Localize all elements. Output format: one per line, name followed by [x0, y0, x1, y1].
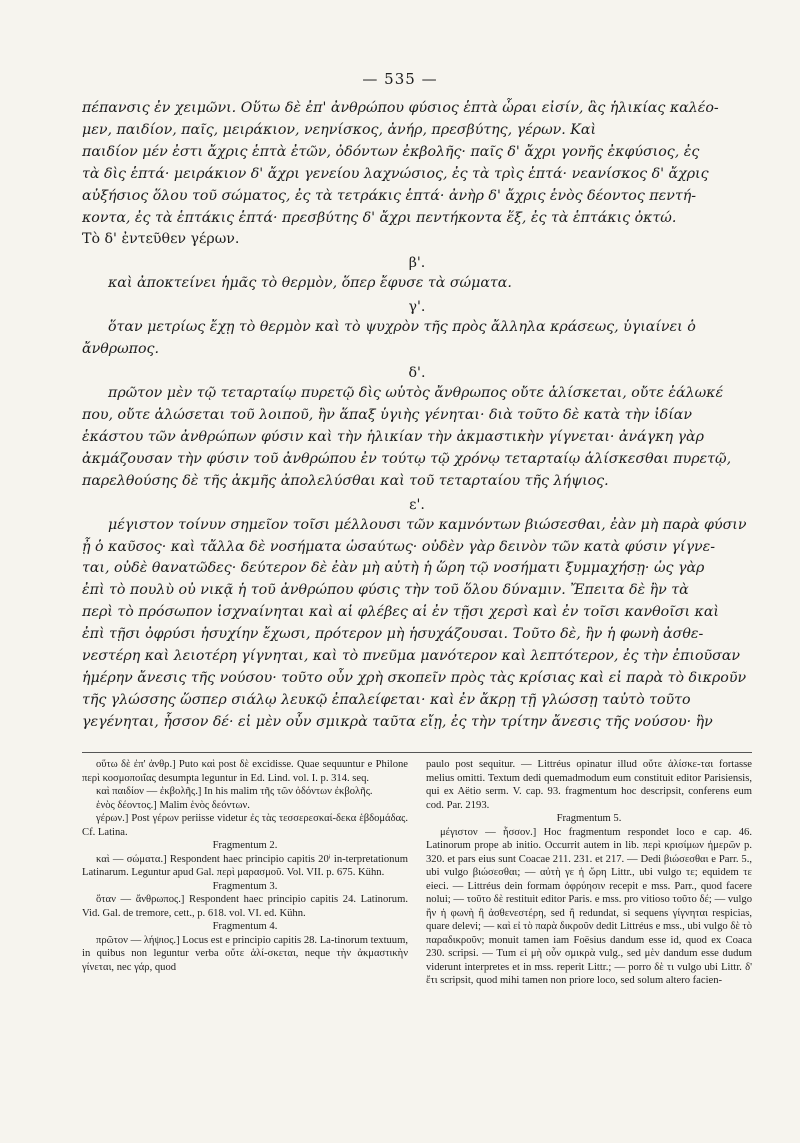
footnote-heading: Fragmentum 3.	[212, 880, 278, 892]
footnote: καὶ παιδίον — ἐκβολῆς.] In his malim τῆς τῶν ὀδόντων ἐκβολῆς.	[96, 786, 373, 797]
page-number: — 535 —	[362, 70, 438, 88]
section-number-2: β'.	[408, 255, 426, 272]
text-line: περὶ τὸ πρόσωπον ἰσχναίνηται καὶ αἱ φλέβες αἱ ἐν τῇσι χερσὶ καὶ ἐν τοῖσι κανθοῖσι καὶ	[82, 604, 719, 621]
text-line: μέγιστον τοίνυν σημεῖον τοῖσι μέλλουσι τῶν καμνόντων βιώσεσθαι, ἐὰν μὴ παρὰ φύσιν	[108, 516, 747, 533]
footnote: μέγιστον — ἧσσον.] Hoc fragmentum respondet loco e cap. 46. Latinorum prope ab initio. Occurrit autem in lib. περὶ κρισίμων ἡμερῶν p. 320. et pars eius sunt Coacae 211. 231. et 217. — Dedi βιώσεσθαι e Parr. 5., ubi vulgo βιώσεσθαι; — αὐτὴ γε ἡ ὥρη Littr., ubi vulgo τε; equidem τε eieci. — Littréus dein formam ὀφρύησιν recepit e mss. Parr., quod facere nolui; — τοῦτο δὲ restituit editor Paris. e mss. pro vitioso τοῦτο δέ; — vulgo ἢν ἡ φωνὴ ἢ ἀσθενεστέρη, sed ἢ redundat, si sequens γίγνηται respicias, quare delevi; — καὶ εἰ τὸ παρὰ δικροῦν dedit Littréus e mss., ubi vulgo δὲ τὸ παραδικροῦν; monuit tamen iam Foësius dandum esse id, quod ex Coaca 230. scripsi. — Tum εἰ μὴ οὖν σμικρὰ vulg., sed μὲν dandum esse dudum viderunt interpretes et in mss. reperit Littr.; — porro δὲ τι vulgo ubi Littr. δ' ἔτι scripsit, quod mihi tamen non priore loco, sed solum altero facien-	[426, 826, 752, 986]
fragment-4	[82, 383, 752, 493]
text-line: κοντα, ἐς τὰ ἑπτάκις ἑπτά· πρεσβύτης δ' ἄχρι πεντήκοντα ἕξ, ἐς τὰ ἑπτάκις ὀκτώ.	[82, 209, 677, 226]
footnote: ἑνὸς δέοντος.] Malim ἑνὸς δεόντων.	[96, 799, 250, 811]
fragment-5	[82, 515, 752, 734]
text-line: ἄνθρωπος.	[82, 341, 159, 358]
text-line: μεν, παιδίον, παῖς, μειράκιον, νεηνίσκος, ἀνήρ, πρεσβύτης, γέρων. Καὶ	[82, 121, 597, 138]
text-line: τὰ δὶς ἑπτά· μειράκιον δ' ἄχρι γενείου λαχνώσιος, ἐς τὰ τρὶς ἑπτά· νεανίσκος δ' ἄχρις	[82, 165, 709, 182]
text-line: νεστέρη καὶ λειοτέρη γίγνηται, καὶ τὸ πνεῦμα μανότερον καὶ λεπτότερον, ἐς τὴν ἐπιοῦσαν	[82, 648, 741, 665]
text-line: αὐξήσιος ὅλου τοῦ σώματος, ἐς τὰ τετράκις ἑπτά· ἀνὴρ δ' ἄχρις ἑνὸς δέοντος πεντή-	[82, 187, 697, 204]
footnote-heading: Fragmentum 2.	[212, 840, 278, 851]
section-number-3: γ'.	[408, 299, 426, 316]
main-text	[82, 98, 752, 734]
fragment-2-text: καὶ ἀποκτείνει ἡμᾶς τὸ θερμὸν, ὅπερ ἔφυσε τὰ σώματα.	[108, 275, 512, 292]
text-line: ἐπὶ τῇσι ὀφρύσι ἡσυχίην ἔχωσι, πρότερον μὴ ἡσυχάζουσαι. Τοῦτο δὲ, ἢν ἡ φωνὴ ἀσθε-	[82, 626, 704, 643]
footnote: καὶ — σώματα.] Respondent haec principio capitis 20ⁱ in-terpretationum Latinarum. Leguntur apud Gal. περὶ μαρασμοῦ. Vol. VII. p. 675. Kühn.	[82, 853, 408, 878]
text-line: που, οὔτε ἁλώσεται τοῦ λοιποῦ, ἢν ἅπαξ ὑγιὴς γένηται· διὰ τοῦτο δὲ κατὰ τὴν ἰδίαν	[82, 406, 692, 423]
footnotes-left-column	[82, 758, 408, 988]
footnote: οὕτω δὲ ἐπ' ἀνθρ.] Puto καὶ post δὲ excidisse. Quae sequuntur e Philone περὶ κοσμοποιΐας desumpta leguntur in Ed. Lind. vol. I. p. 314. seq.	[82, 759, 408, 784]
footnote-heading: Fragmentum 5.	[556, 813, 622, 824]
text-line: παιδίον μέν ἐστι ἄχρις ἑπτὰ ἐτῶν, ὀδόντων ἐκβολῆς· παῖς δ' ἄχρι γονῆς ἐκφύσιος, ἐς	[82, 143, 700, 160]
text-line: ἐπὶ τὸ πουλὺ οὐ νικᾷ ἡ τοῦ ἀνθρώπου φύσις τὴν τοῦ ὅλου δύναμιν. Ἔπειτα δὲ ἢν τὰ	[82, 582, 689, 599]
fragment-3	[82, 317, 752, 361]
text-line: παρελθούσης δὲ τῆς ἀκμῆς ἀπολελύσθαι καὶ τοῦ τεταρταίου τῆς λήψιος.	[82, 472, 609, 489]
footnotes-right-column	[426, 758, 752, 988]
section-number-4: δ'.	[408, 365, 426, 382]
footnote-divider	[82, 752, 752, 753]
text-line: ἡμέρην ἄνεσις τῆς νούσου· τοῦτο οὖν χρὴ σκοπεῖν πρὸς τὰς κρίσιας καὶ εἰ παρὰ τὸ δικροῦν	[82, 669, 747, 686]
text-line: ται, οὐδὲ θανατῶδες· δεύτερον δὲ ἐὰν μὴ αὐτὴ ἡ ὥρη τῷ νοσήματι ξυμμαχήσῃ· ὡς γὰρ	[82, 560, 705, 577]
text-line: ὅταν μετρίως ἔχῃ τὸ θερμὸν καὶ τὸ ψυχρὸν τῆς πρὸς ἄλληλα κράσεως, ὑγιαίνει ὁ	[108, 319, 696, 336]
text-line: ᾖ ὁ καῦσος· καὶ τἄλλα δὲ νοσήματα ὡσαύτως· οὐδὲν γὰρ δεινὸν τῶν κατὰ φύσιν γίγνε-	[82, 538, 716, 555]
section-number-5: ε'.	[409, 496, 425, 513]
text-line: πέπανσις ἐν χειμῶνι. Οὕτω δὲ ἐπ' ἀνθρώπου φύσιος ἑπτὰ ὧραι εἰσίν, ἃς ἡλικίας καλέο-	[82, 100, 719, 116]
footnote: πρῶτον — λήψιος.] Locus est e principio capitis 28. La-tinorum textuum, in quibus non leguntur verba οὔτε ἁλί-σκεται, neque τὴν ἀκμαστικὴν γίνεται, nec γάρ, quod	[82, 934, 408, 973]
text-line: ἑκάστου τῶν ἀνθρώπων φύσιν καὶ τὴν ἡλικίαν τὴν ἀκμαστικὴν γίγνεται· ἀνάγκη γὰρ	[82, 428, 704, 445]
text-line: πρῶτον μὲν τῷ τεταρταίῳ πυρετῷ δὶς ωὑτὸς ἄνθρωπος οὔτε ἁλίσκεται, οὔτε ἑάλωκέ	[108, 385, 724, 402]
footnotes	[82, 758, 752, 988]
fragment-1	[82, 98, 752, 251]
text-line: γεγένηται, ἧσσον δέ· εἰ μὲν οὖν σμικρὰ ταῦτα εἴῃ, ἐς τὴν τρίτην ἄνεσις τῆς νούσου· ἢν	[82, 713, 713, 730]
footnote: ὅταν — ἄνθρωπος.] Respondent haec principio capitis 24. Latinorum. Vid. Gal. de tremore, cett., p. 618. vol. VI. ed. Kühn.	[82, 894, 408, 919]
text-line: τῆς γλώσσης ὥσπερ σιάλῳ λευκῷ ἐπαλείφεται· καὶ ἐν ἄκρῃ τῇ γλώσσῃ ταὐτὸ τοῦτο	[82, 691, 691, 708]
text-line: Τὸ δ' ἐντεῦθεν γέρων.	[82, 231, 240, 248]
text-line: ἀκμάζουσαν τὴν φύσιν τοῦ ἀνθρώπου ἐν τούτῳ τῷ χρόνῳ τεταρταίῳ ἁλίσκεσθαι πυρετῷ,	[82, 450, 732, 467]
footnote-heading: Fragmentum 4.	[212, 921, 278, 932]
footnote: paulo post sequitur. — Littréus opinatur illud οὔτε ἁλίσκε-ται fortasse melius omitti. Textum dedi quemadmodum eum constituit editor Parisiensis, qui ex Aëtio serm. V. cap. 93. fragmentum hoc descripsit, conferens eum cod. Par. 2193.	[426, 759, 752, 811]
footnote: γέρων.] Post γέρων periisse videtur ἐς τὰς τεσσερεσκαί-δεκα ἑβδομάδας. Cf. Latina.	[82, 813, 408, 838]
